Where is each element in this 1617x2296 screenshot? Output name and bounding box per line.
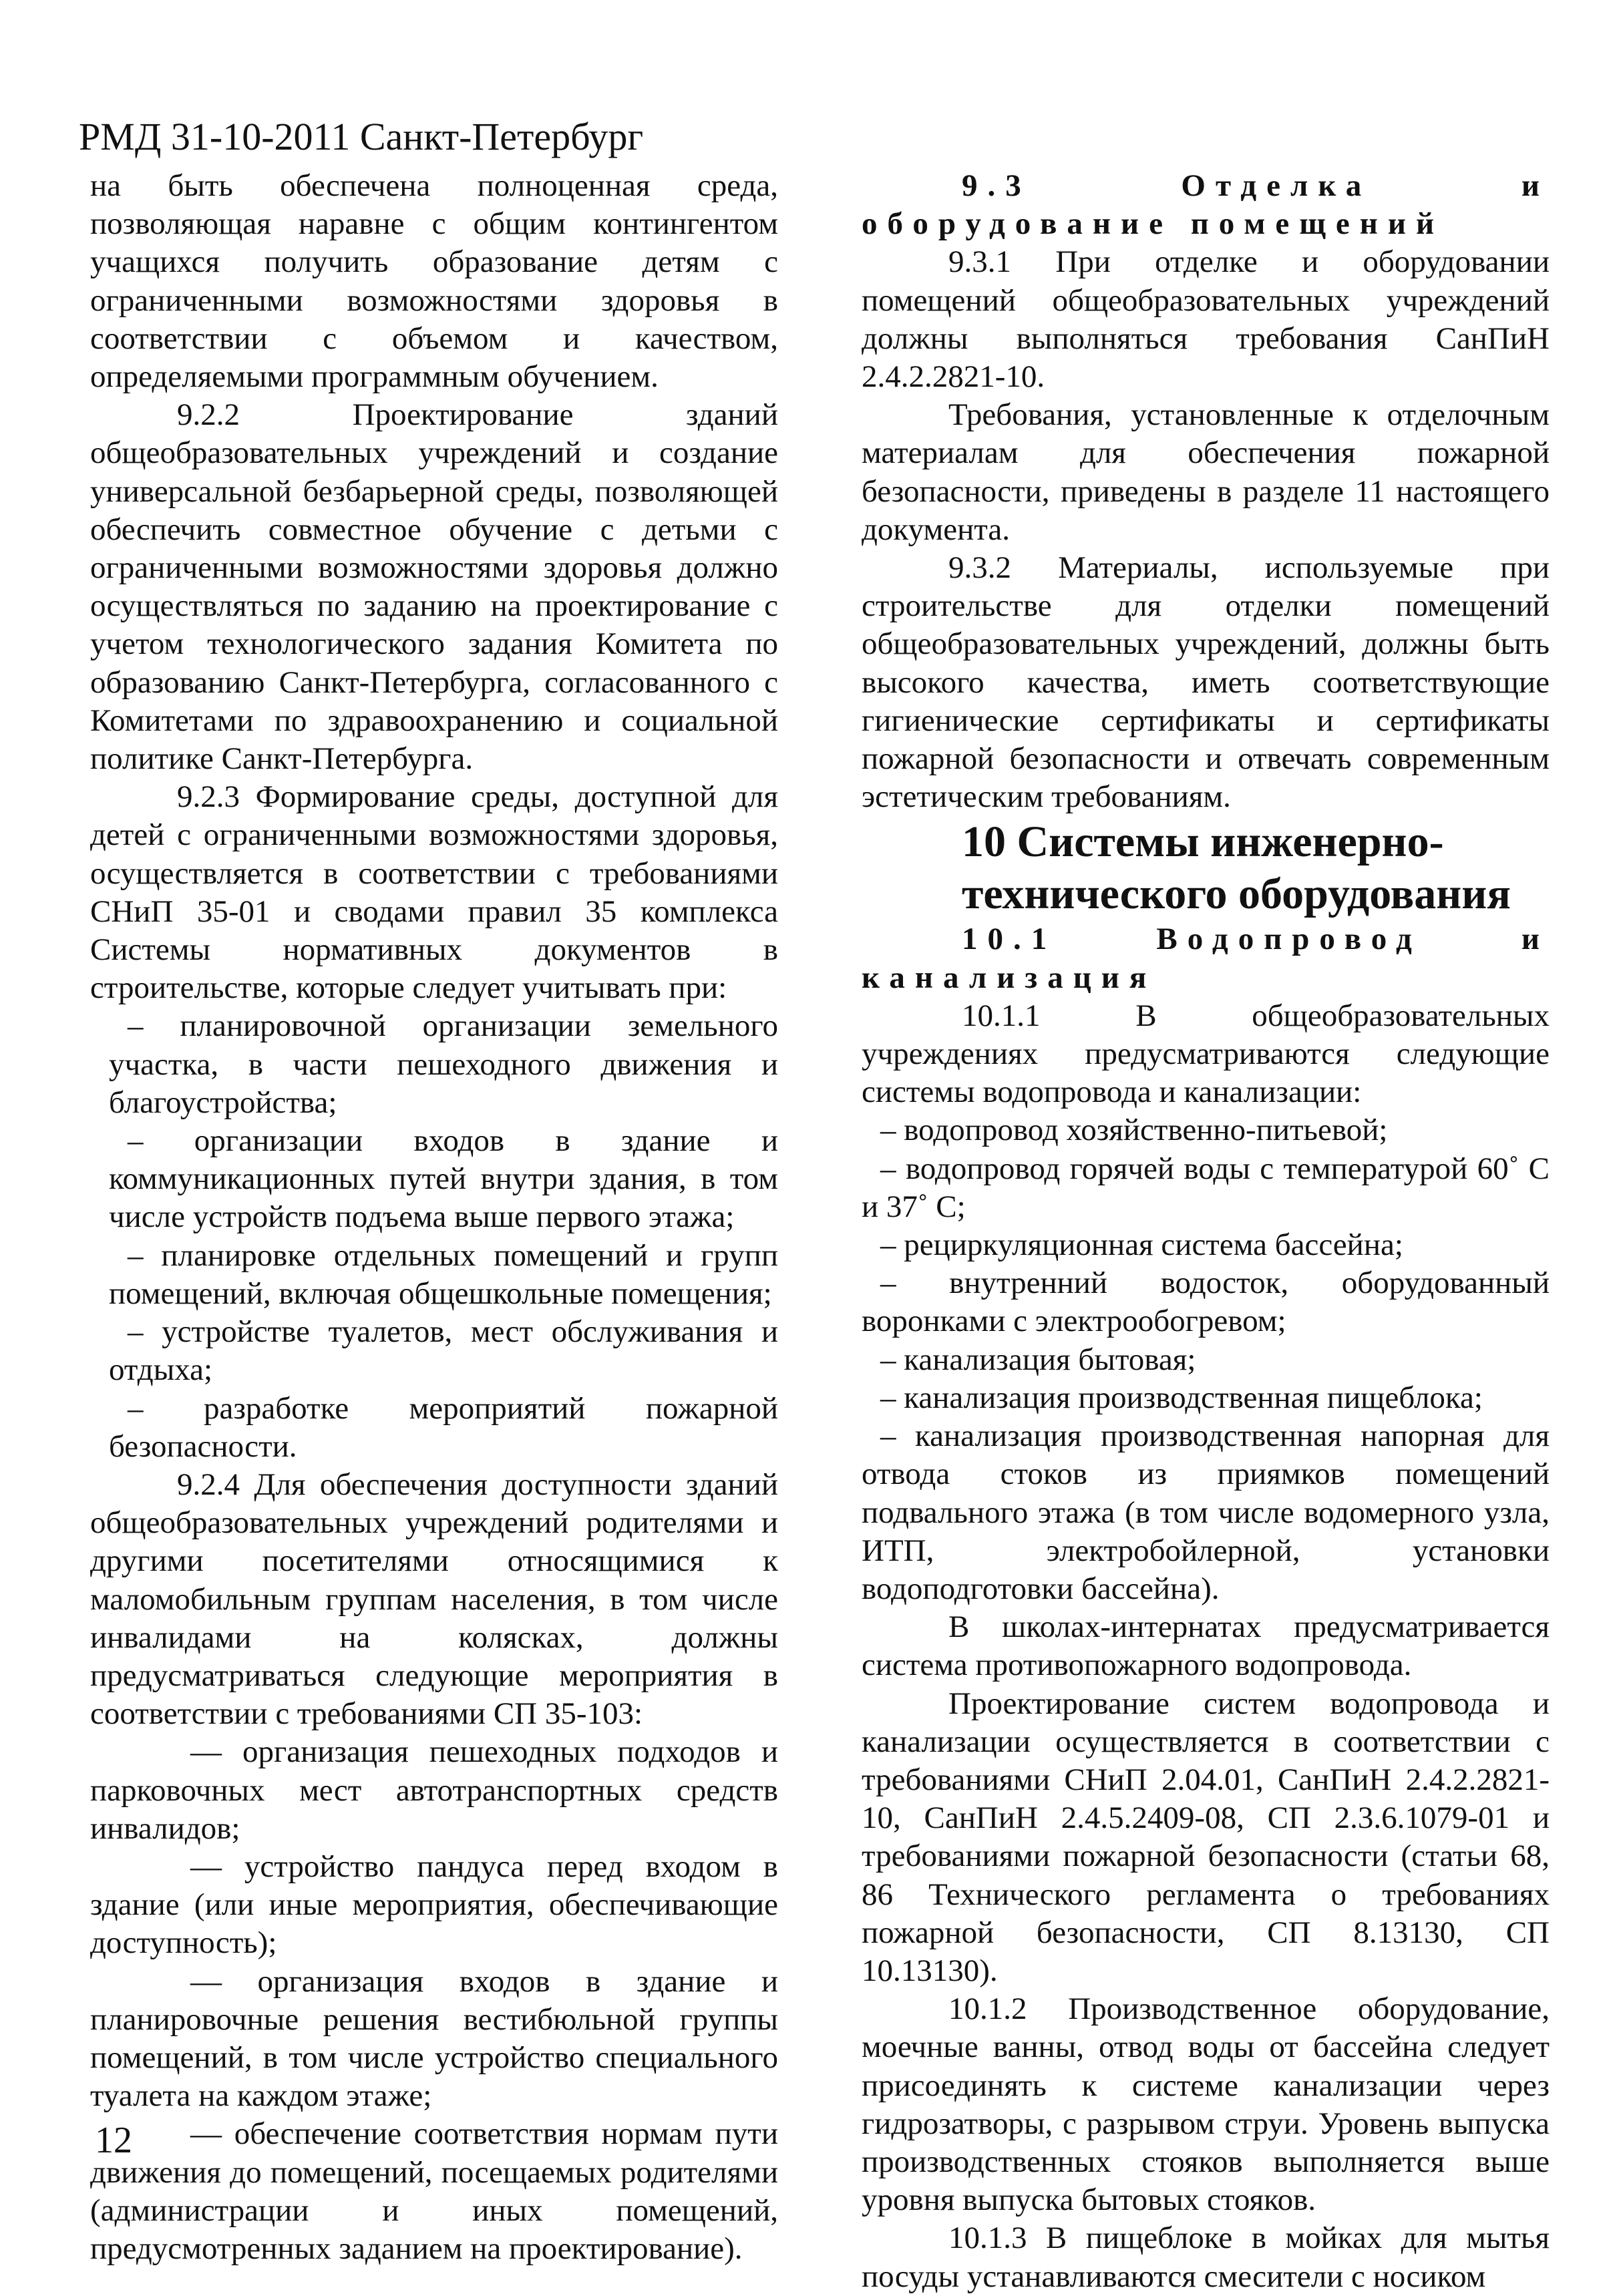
- paragraph-9-3-1: 9.3.1 При отделке и оборудовании помещений общеобразовательных учреждений должны выполняться требования СанПиН 2.4.2.2821-10.: [862, 244, 1550, 395]
- paragraph-10-1-1: 10.1.1 В общеобразовательных учреждениях предусматриваются следующие системы водопровода и канализации:: [862, 998, 1550, 1110]
- paragraph-9-3-1-fire: Требования, установленные к отделочным материалам для обеспечения пожарной безопасности, приведены в разделе 11 настоящего документа.: [862, 397, 1550, 547]
- paragraph-9-3-2: 9.3.2 Материалы, используемые при строительстве для отделки помещений общеобразовательных учреждений, должны быть высокого качества, иметь соответствующие гигиенические сертификаты и сертификаты пожарной безопасности и отвечать современным эстетическим требованиям.: [862, 550, 1550, 815]
- list-item-10-1-1: – водопровод хозяйственно-питьевой;: [880, 1113, 1388, 1148]
- list-item-10-1-1: – водопровод горячей воды с температурой 60˚ С и 37˚ С;: [862, 1151, 1550, 1224]
- list-item-9-2-3: – разработке мероприятий пожарной безопасности.: [109, 1390, 778, 1464]
- list-item-9-2-3: – планировочной организации земельного участка, в части пешеходного движения и благоустройства;: [109, 1008, 778, 1120]
- paragraph-10-1-3: 10.1.3 В пищеблоке в мойках для мытья посуды устанавливаются смесители с носиком: [862, 2221, 1550, 2294]
- page-number: 12: [95, 2120, 132, 2161]
- list-item-9-2-3: – устройстве туалетов, мест обслуживания и отдыха;: [109, 1314, 778, 1388]
- paragraph-boarding-schools: В школах-интернатах предусматривается система противопожарного водопровода.: [862, 1609, 1550, 1683]
- list-item-10-1-1: – канализация производственная пищеблока;: [880, 1380, 1483, 1415]
- paragraph-9-2-2: 9.2.2 Проектирование зданий общеобразовательных учреждений и создание универсальной безбарьерной среды, позволяющей обеспечить совместное обучение с детьми с ограниченными возможностями здоровья должно осуществляться по заданию на проектирование с учетом технологического задания Комитета по образованию Санкт-Петербурга, согласованного с Комитетами по здравоохранению и социальной политике Санкт-Петербурга.: [90, 397, 778, 777]
- section-heading-10-1: 10.1 Водопровод и канализация: [862, 922, 1550, 995]
- paragraph-10-1-2: 10.1.2 Производственное оборудование, моечные ванны, отвод воды от бассейна следует присоединять к системе канализации через гидрозатворы, с разрывом струи. Уровень выпуска производственных стояков выполняется выше уровня выпуска бытовых стояков.: [862, 1991, 1550, 2218]
- list-item-9-2-4: — организация пешеходных подходов и парковочных мест автотранспортных средств инвалидов;: [90, 1734, 778, 1846]
- paragraph-9-2-3: 9.2.3 Формирование среды, доступной для детей с ограниченными возможностями здоровья, осуществляется в соответствии с требованиями СНиП 35-01 и сводами правил 35 комплекса Системы нормативных документов в строительстве, которые следует учитывать при:: [90, 779, 778, 1006]
- list-item-9-2-3: – организации входов в здание и коммуникационных путей внутри здания, в том числе устройств подъема выше первого этажа;: [109, 1123, 778, 1235]
- right-column: [862, 167, 1550, 2296]
- list-item-9-2-4: — устройство пандуса перед входом в здание (или иные мероприятия, обеспечивающие доступность);: [90, 1849, 778, 1961]
- paragraph-9-2-4: 9.2.4 Для обеспечения доступности зданий общеобразовательных учреждений родителями и другими посетителями относящимися к маломобильным группам населения, в том числе инвалидами на колясках, должны предусматриваться следующие мероприятия в соответствии с требованиями СП 35-103:: [90, 1467, 778, 1732]
- list-item-10-1-1: – канализация бытовая;: [880, 1342, 1196, 1377]
- paragraph-design-requirements: Проектирование систем водопровода и канализации осуществляется в соответствии с требованиями СНиП 2.04.01, СанПиН 2.4.2.2821-10, СанПиН 2.4.5.2409-08, СП 2.3.6.1079-01 и требованиями пожарной безопасности (статьи 68, 86 Технического регламента о требованиях пожарной безопасности, СП 8.13130, СП 10.13130).: [862, 1686, 1550, 1988]
- list-item-10-1-1: – внутренний водосток, оборудованный воронками с электрообогревом;: [862, 1266, 1550, 1339]
- list-item-10-1-1: – канализация производственная напорная для отвода стоков из приямков помещений подвального этажа (в том числе водомерного узла, ИТП, электробойлерной, установки водоподготовки бассейна).: [862, 1418, 1550, 1606]
- left-column: [90, 167, 778, 2268]
- chapter-heading-10: 10 Системы инженерно-технического оборудования: [962, 817, 1511, 919]
- list-item-9-2-4: — организация входов в здание и планировочные решения вестибюльной группы помещений, в том числе устройство специального туалета на каждом этаже;: [90, 1963, 778, 2114]
- list-item-9-2-3: – планировке отдельных помещений и групп помещений, включая общешкольные помещения;: [109, 1237, 778, 1311]
- section-heading-9-3: 9.3 Отделка и оборудование помещений: [862, 168, 1550, 242]
- list-item-9-2-4: — обеспечение соответствия нормам пути движения до помещений, посещаемых родителями (администрации и иных помещений, предусмотренных заданием на проектирование).: [90, 2116, 778, 2266]
- running-header: РМД 31-10-2011 Санкт-Петербург: [79, 115, 644, 158]
- list-item-10-1-1: – рециркуляционная система бассейна;: [880, 1227, 1403, 1263]
- paragraph-continuation: на быть обеспечена полноценная среда, позволяющая наравне с общим контингентом учащихся получить образование детям с ограниченными возможностями здоровья в соответствии с объемом и качеством, определяемыми программным обучением.: [90, 168, 778, 395]
